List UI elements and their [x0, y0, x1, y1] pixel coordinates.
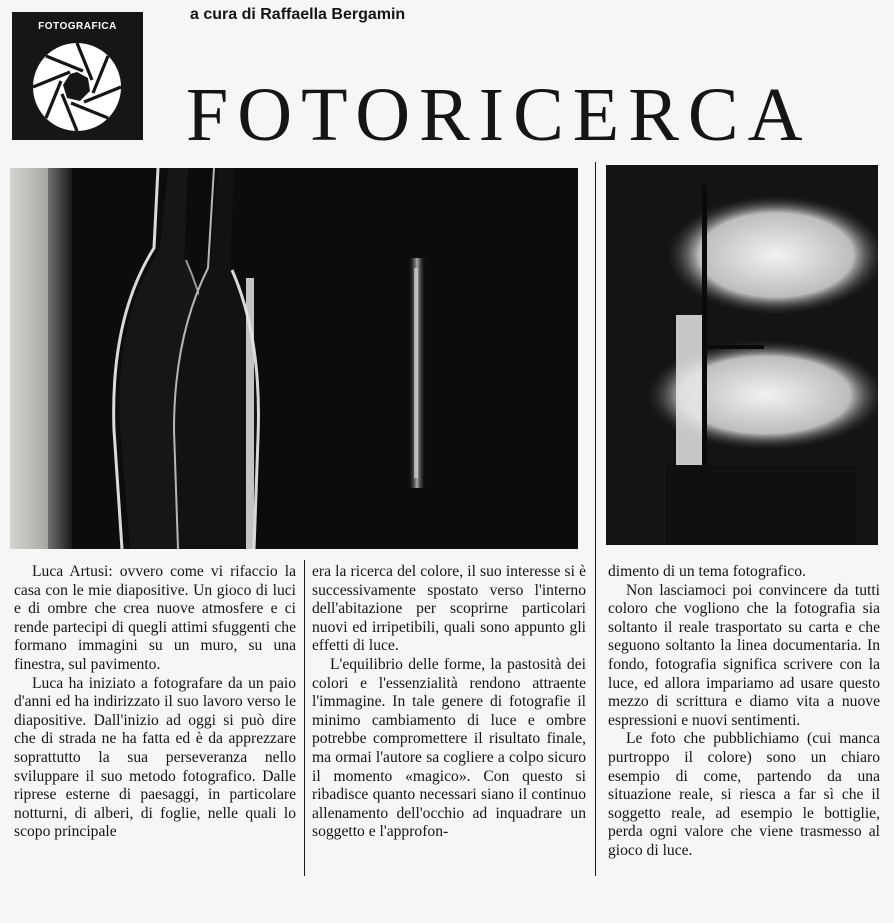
paragraph: L'equilibrio delle forme, la pastosità dei colori e l'essenzialità rendono attraente l'immagine. In tale genere di fotografie il minimo cambiamento di luce e ombre potrebbe compromettere il risultato finale, ma ormai l'autore sa cogliere a colpo sicuro il momento «magico». Con questo si ribadisce quanto necessari siano il continuo allenamento dell'occhio ad inquadrare un soggetto e l'approfon- — [312, 655, 586, 841]
article-column-1 — [14, 563, 296, 842]
column-divider — [304, 560, 305, 876]
logo-label: FOTOGRAFICA — [38, 21, 117, 32]
bottles-photo — [10, 168, 578, 549]
camera-aperture-icon — [30, 40, 124, 134]
paragraph: era la ricerca del colore, il suo interesse si è successivamente spostato verso l'interno dell'abitazione per scoprirne particolari nuovi ed irripetibili, quali sono appunto gli effetti di luce. — [312, 563, 586, 655]
byline: a cura di Raffaella Bergamin — [190, 6, 406, 23]
article-column-3 — [608, 563, 880, 861]
paragraph: dimento di un tema fotografico. — [608, 563, 806, 580]
window-light-photo — [606, 165, 878, 545]
fotografica-logo — [12, 12, 143, 140]
article-column-2 — [312, 563, 586, 842]
paragraph: Le foto che pubblichiamo (cui manca purtroppo il colore) sono un chiaro esempio di come, partendo da una situazione reale, si riesca a far sì che il soggetto reale, ad esempio le bottiglie, perda ogni valore che viene trasmesso al gioco di luce. — [608, 730, 880, 859]
column-divider — [595, 162, 596, 876]
paragraph: Luca ha iniziato a fotografare da un paio d'anni ed ha indirizzato il suo lavoro verso le diapositive. Dall'inizio ad oggi si può dire che di strada ne ha fatta ed è da apprezzare soprattutto la sua perseveranza nello sviluppare il suo metodo fotografico. Dalle riprese esterne di paesaggi, in particolare notturni, di alberi, di foglie, nelle quali lo scopo principale — [14, 674, 296, 841]
page-title: FOTORICERCA — [186, 73, 812, 157]
paragraph: Luca Artusi: ovvero come vi rifaccio la casa con le mie diapositive. Un gioco di luci e di ombre che crea nuove atmosfere e ci rende partecipi di quegli attimi sfuggenti che formano immagini su un muro, su una finestra, sul pavimento. — [14, 563, 296, 673]
paragraph: Non lasciamoci poi convincere da tutti coloro che vogliono che la fotografia sia soltanto il reale trasportato su carta e che seguono soltanto la linea documentaria. In fondo, fotografia significa scrivere con la luce, ed allora impariamo ad usare questo mezzo di scrittura e diamo vita a nuove espressioni e nuovi sentimenti. — [608, 581, 880, 729]
